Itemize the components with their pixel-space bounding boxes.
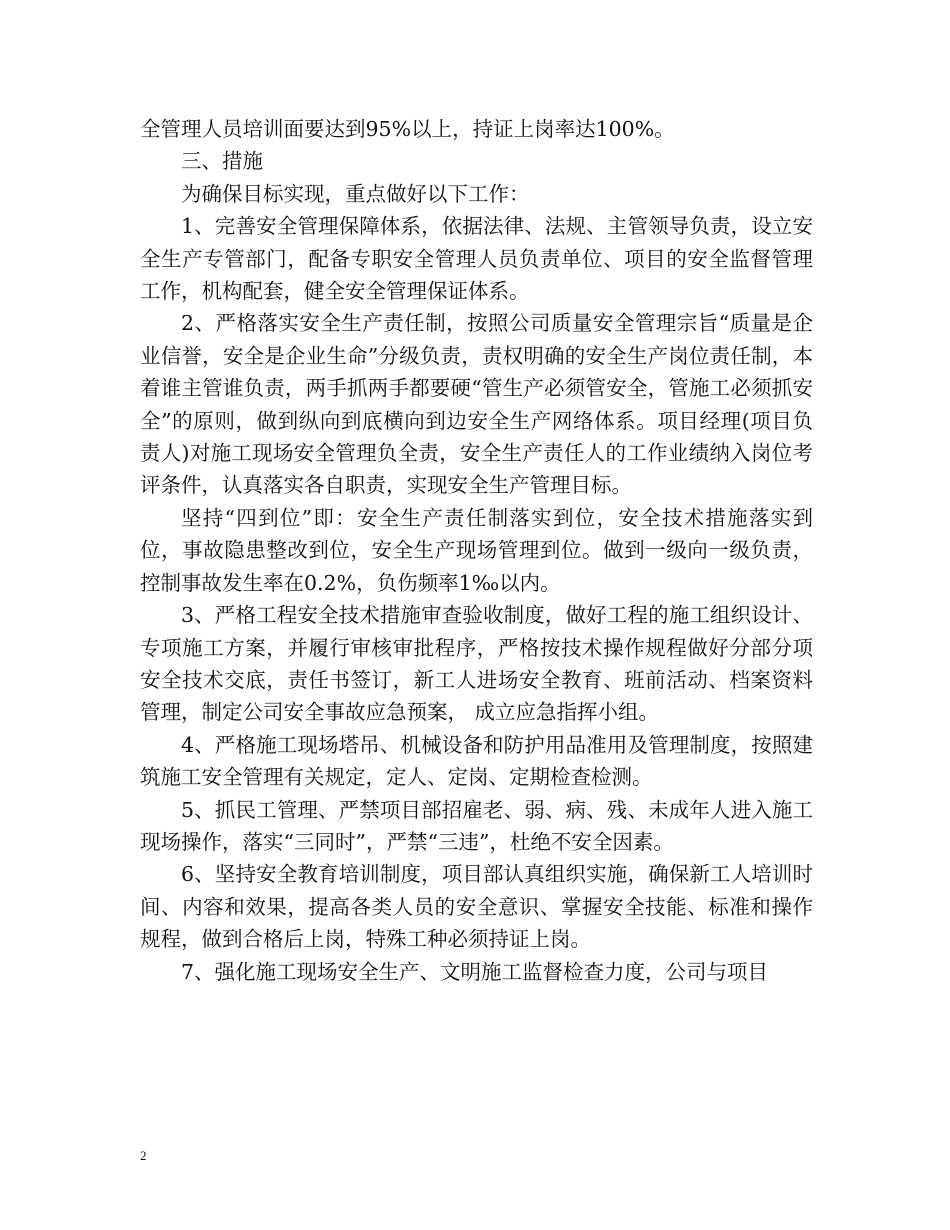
paragraph-item-4: 4、严格施工现场塔吊、机械设备和防护用品准用及管理制度，按照建筑施工安全管理有关规定，定人、定岗、定期检查检测。 [140, 732, 813, 790]
page-number: 2 [140, 1148, 147, 1163]
document-body [140, 113, 813, 988]
paragraph-item-1: 1、完善安全管理保障体系，依据法律、法规、主管领导负责，设立安全生产专管部门，配备专职安全管理人员负责单位、项目的安全监督管理工作，机构配套，健全安全管理保证体系。 [140, 214, 813, 304]
section-heading-measures: 三、措施 [181, 149, 263, 174]
paragraph-item-5: 5、抓民工管理、严禁项目部招雇老、弱、病、残、未成年人进入施工现场操作，落实“三同时”，严禁“三违”，杜绝不安全因素。 [140, 797, 813, 854]
paragraph-item-3: 3、严格工程安全技术措施审查验收制度，做好工程的施工组织设计、专项施工方案，并履行审核审批程序，严格按技术操作规程做好分部分项安全技术交底，责任书签订，新工人进场安全教育、班前活动、档案资料管理，制定公司安全事故应急预案， 成立应急指挥小组。 [140, 603, 813, 725]
paragraph-intro: 为确保目标实现，重点做好以下工作： [181, 181, 530, 206]
paragraph-item-7: 7、强化施工现场安全生产、文明施工监督检查力度，公司与项目 [181, 959, 769, 984]
paragraph-four-in-place: 坚持“四到位”即：安全生产责任制落实到位，安全技术措施落实到位，事故隐患整改到位，安全生产现场管理到位。做到一级向一级负责，控制事故发生率在0.2%，负伤频率1‰以内。 [140, 505, 813, 595]
paragraph-item-6: 6、坚持安全教育培训制度，项目部认真组织实施，确保新工人培训时间、内容和效果，提高各类人员的安全意识、掌握安全技能、标准和操作规程，做到合格后上岗，特殊工种必须持证上岗。 [140, 862, 813, 952]
paragraph-training-rate: 全管理人员培训面要达到95%以上，持证上岗率达100%。 [140, 117, 675, 141]
paragraph-item-2: 2、严格落实安全生产责任制，按照公司质量安全管理宗旨“质量是企业信誉，安全是企业生命”分级负责，责权明确的安全生产岗位责任制，本着谁主管谁负责，两手抓两手都要硬“管生产必须管安全，管施工必须抓安全”的原则，做到纵向到底横向到边安全生产网络体系。项目经理(项目负责人)对施工现场安全管理负全责，安全生产责任人的工作业绩纳入岗位考评条件，认真落实各自职责，实现安全生产管理目标。 [140, 311, 813, 498]
